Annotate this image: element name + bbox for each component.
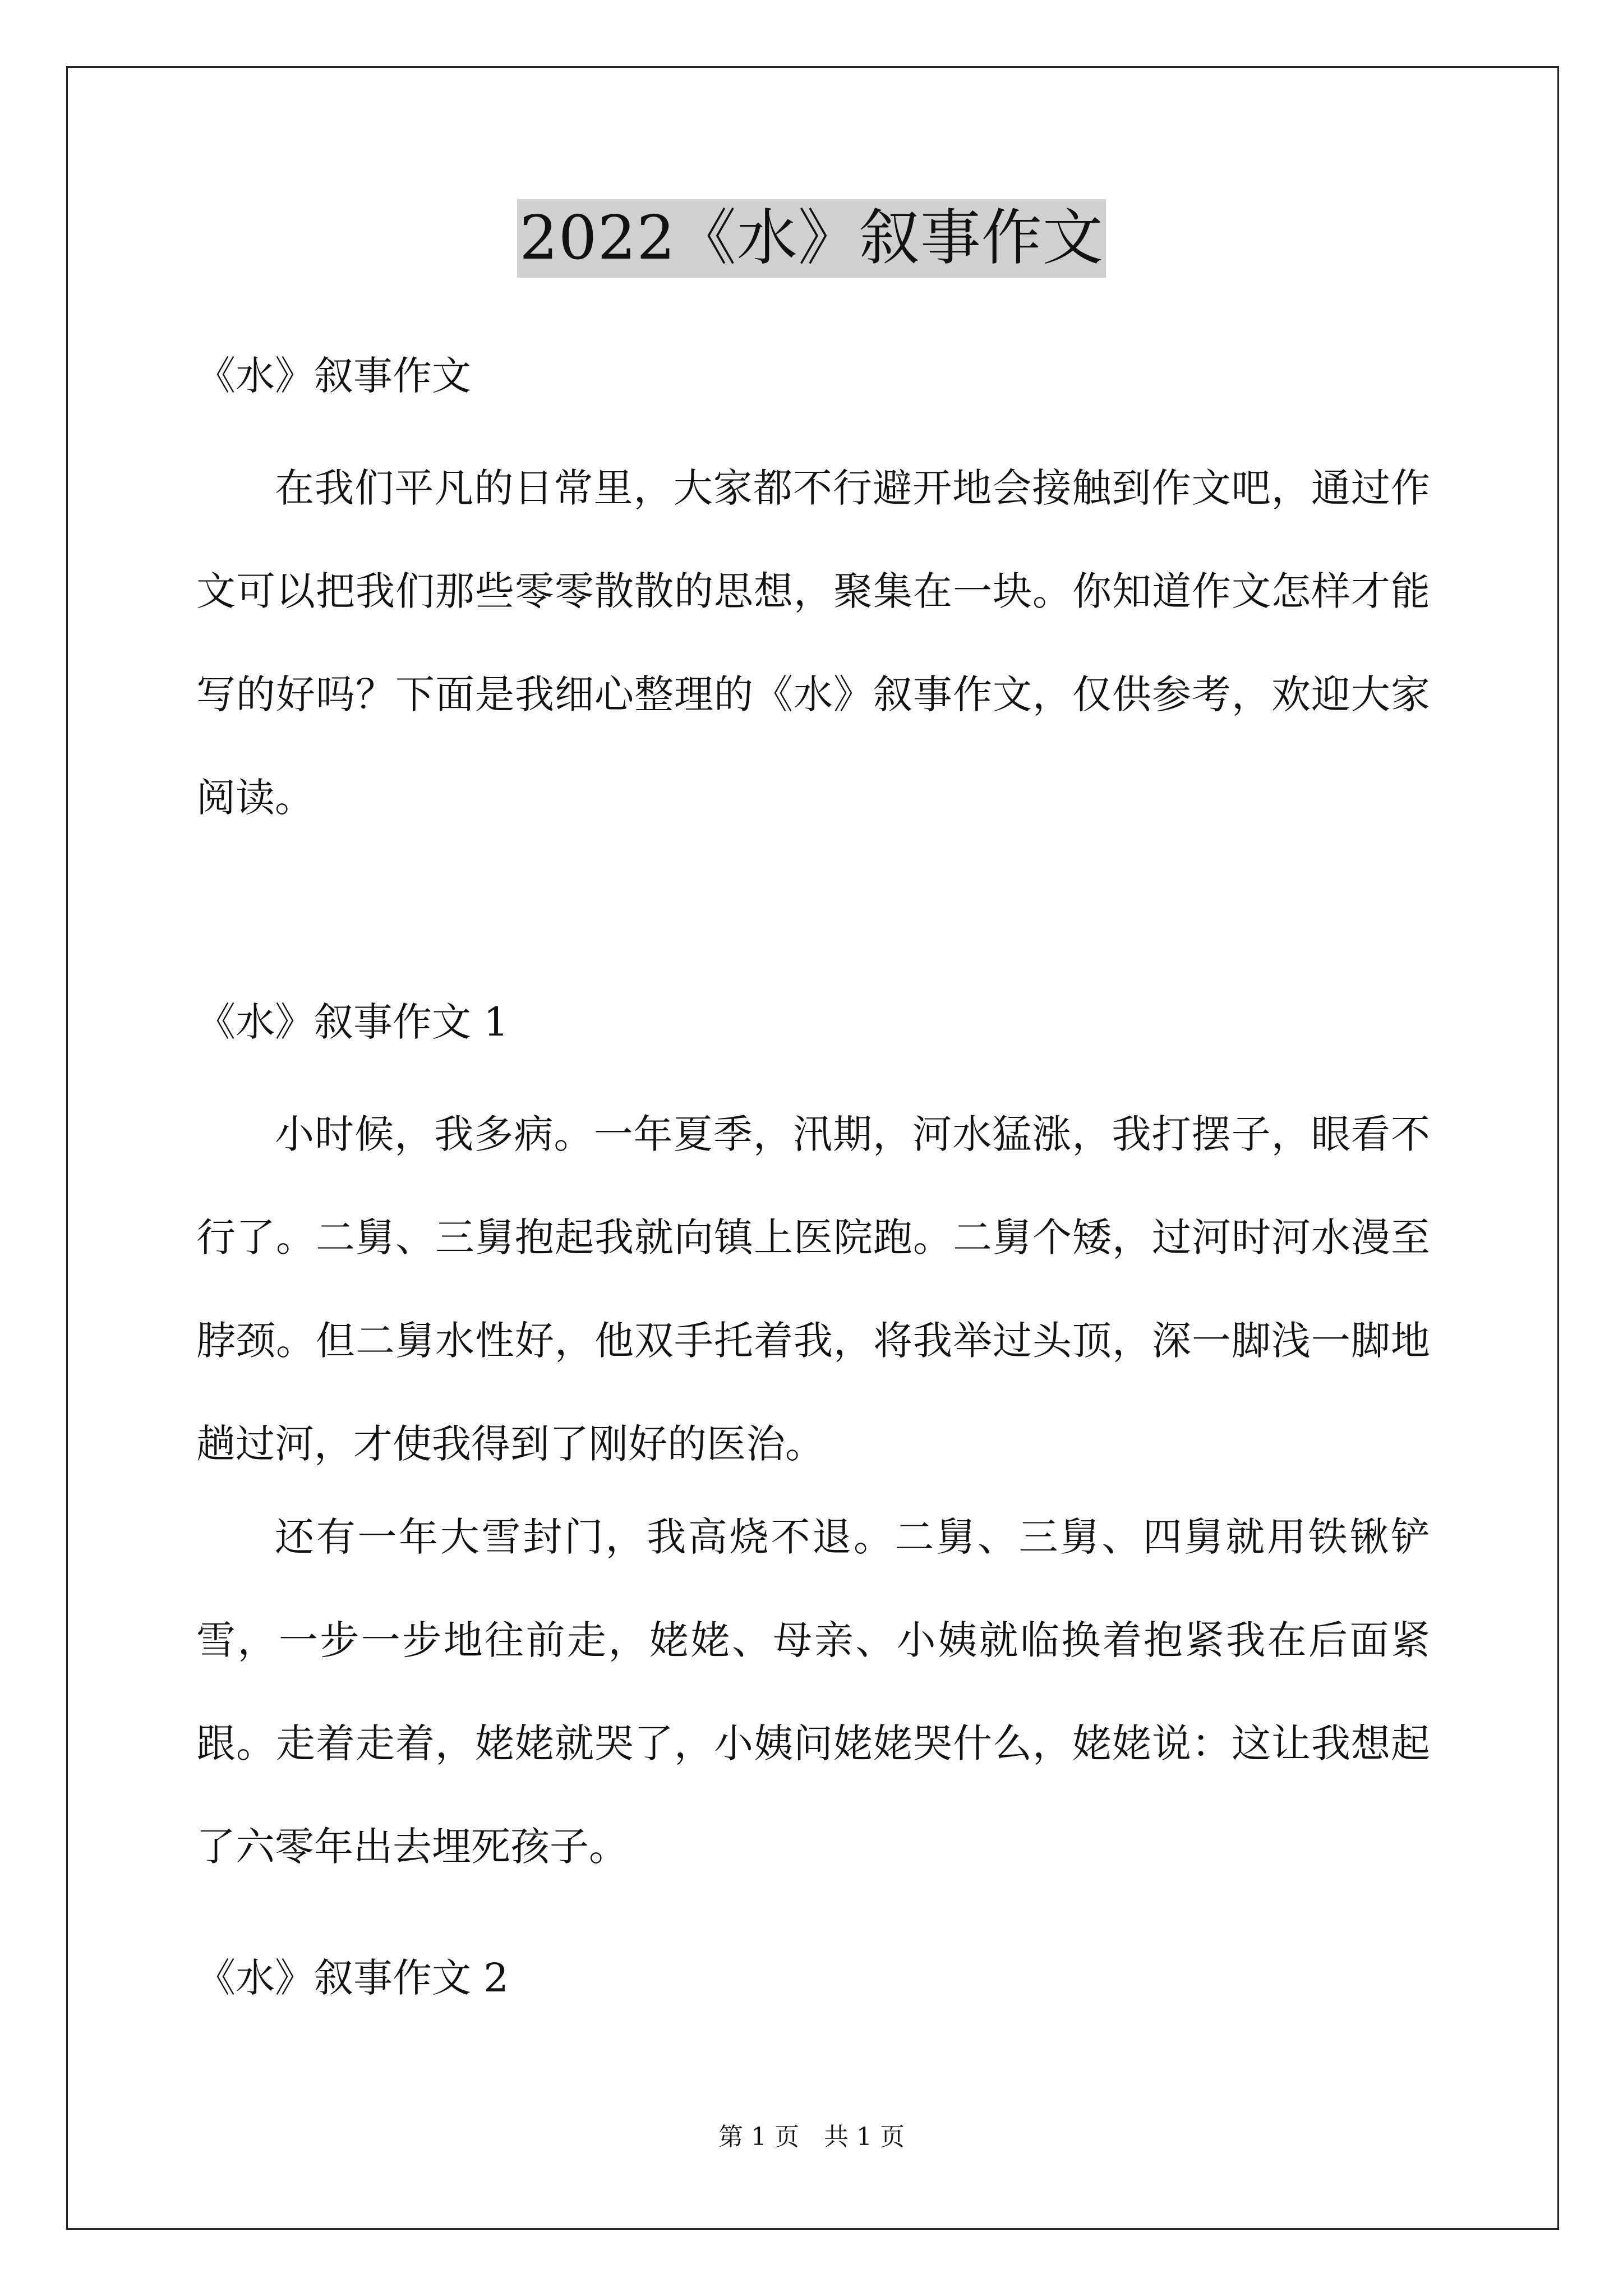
intro-paragraph: 在我们平凡的日常里，大家都不行避开地会接触到作文吧，通过作文可以把我们那些零零散散的思想，聚集在一块。你知道作文怎样才能写的好吗？下面是我细心整理的《水》叙事作文，仅供参考，欢迎大家阅读。 — [196, 465, 1430, 821]
page-number-footer: 第 1 页 共 1 页 — [718, 2123, 905, 2151]
section-1-paragraph-2: 还有一年大雪封门，我高烧不退。二舅、三舅、四舅就用铁锹铲雪，一步一步地往前走，姥姥、母亲、小姨就临换着抱紧我在后面紧跟。走着走着，姥姥就哭了，小姨问姥姥哭什么，姥姥说：这让我想起了六零年出去埋死孩子。 — [196, 1514, 1430, 1870]
section-heading-2: 《水》叙事作文 2 — [196, 1955, 509, 2001]
document-title: 2022《水》叙事作文 — [517, 199, 1106, 278]
section-1-paragraph-1: 小时候，我多病。一年夏季，汛期，河水猛涨，我打摆子，眼看不行了。二舅、三舅抱起我就向镇上医院跑。二舅个矮，过河时河水漫至脖颈。但二舅水性好，他双手托着我，将我举过头顶，深一脚浅一脚地趟过河，才使我得到了刚好的医治。 — [196, 1111, 1430, 1467]
main-heading: 《水》叙事作文 — [196, 353, 471, 399]
title-container — [0, 199, 1623, 278]
section-heading-1: 《水》叙事作文 1 — [196, 999, 509, 1045]
